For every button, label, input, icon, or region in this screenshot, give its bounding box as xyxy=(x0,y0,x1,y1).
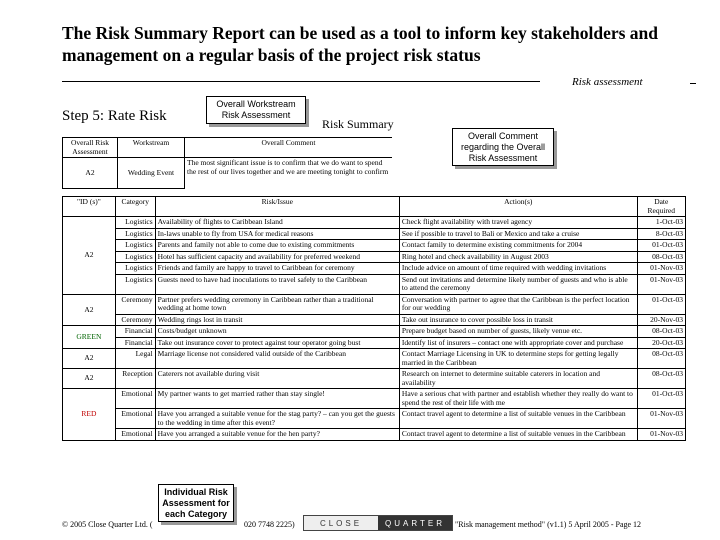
row-action: Contact travel agent to determine a list of suitable venues in the Caribbean xyxy=(399,409,637,429)
row-date: 01-Oct-03 xyxy=(637,294,685,314)
table-row xyxy=(63,429,686,441)
row-action: Identify list of insurers – contact one with appropriate cover and purchase xyxy=(399,337,637,349)
table-row xyxy=(63,251,686,263)
row-risk: Availability of flights to Caribbean Island xyxy=(155,217,399,229)
table-row xyxy=(63,274,686,294)
row-category: Emotional xyxy=(115,409,155,429)
table-row xyxy=(63,337,686,349)
summary-header-workstream: Workstream xyxy=(118,138,185,158)
row-action: Check flight availability with travel agency xyxy=(399,217,637,229)
detail-body xyxy=(63,217,686,441)
table-row xyxy=(63,409,686,429)
summary-rating: A2 xyxy=(63,158,118,189)
detail-table xyxy=(62,196,686,441)
summary-comment: The most significant issue is to confirm that we do want to spend the rest of our lives together and we are meeting tonight to confirm xyxy=(185,158,393,189)
summary-header-rating: Overall Risk Assessment xyxy=(63,138,118,158)
title-rule xyxy=(62,81,540,82)
footer-page: "Risk management method" (v1.1) 5 April 2005 - Page 12 xyxy=(455,520,642,529)
row-action: Research on internet to determine suitable caterers in location and availability xyxy=(399,369,637,389)
detail-header-date: Date Required xyxy=(637,197,685,217)
table-row xyxy=(63,217,686,229)
row-category: Emotional xyxy=(115,429,155,441)
row-action: Conversation with partner to agree that the Caribbean is the perfect location for our wedding xyxy=(399,294,637,314)
logo-left: CLOSE xyxy=(304,516,378,530)
row-action: Have a serious chat with partner and establish whether they really do want to spend the rest of their life with me xyxy=(399,389,637,409)
workstream-callout: Overall Workstream Risk Assessment xyxy=(206,96,306,124)
row-risk: Have you arranged a suitable venue for the hen party? xyxy=(155,429,399,441)
comment-callout: Overall Comment regarding the Overall Risk Assessment xyxy=(452,128,554,166)
row-action: Include advice on amount of time required with wedding invitations xyxy=(399,263,637,275)
row-risk: Take out insurance cover to protect against tour operator going bust xyxy=(155,337,399,349)
summary-header-comment: Overall Comment xyxy=(185,138,393,158)
row-date: 20-Nov-03 xyxy=(637,314,685,326)
table-row xyxy=(63,228,686,240)
row-category: Ceremony xyxy=(115,314,155,326)
table-row xyxy=(63,314,686,326)
risk-rating: A2 xyxy=(63,217,116,295)
row-date: 01-Nov-03 xyxy=(637,409,685,429)
table-row xyxy=(63,389,686,409)
row-risk: Guests need to have had inoculations to travel safely to the Caribbean xyxy=(155,274,399,294)
row-risk: Wedding rings lost in transit xyxy=(155,314,399,326)
row-category: Financial xyxy=(115,337,155,349)
table-row xyxy=(63,263,686,275)
row-action: Send out invitations and determine likely number of guests and who is able to attend the ceremony xyxy=(399,274,637,294)
row-risk: In-laws unable to fly from USA for medical reasons xyxy=(155,228,399,240)
row-risk: Partner prefers wedding ceremony in Caribbean rather than a traditional wedding at home town xyxy=(155,294,399,314)
row-category: Ceremony xyxy=(115,294,155,314)
row-risk: Hotel has sufficient capacity and availability for preferred weekend xyxy=(155,251,399,263)
row-risk: My partner wants to get married rather than stay single! xyxy=(155,389,399,409)
risk-rating: A2 xyxy=(63,349,116,369)
row-risk: Friends and family are happy to travel to Caribbean for ceremony xyxy=(155,263,399,275)
row-risk: Marriage license not considered valid outside of the Caribbean xyxy=(155,349,399,369)
detail-header-risk: Risk/Issue xyxy=(155,197,399,217)
risk-summary-label: Risk Summary xyxy=(322,117,394,131)
row-category: Logistics xyxy=(115,274,155,294)
row-category: Logistics xyxy=(115,228,155,240)
table-row xyxy=(63,240,686,252)
row-date: 01-Oct-03 xyxy=(637,240,685,252)
row-action: See if possible to travel to Bali or Mexico and take a cruise xyxy=(399,228,637,240)
summary-table xyxy=(62,137,392,189)
table-row xyxy=(63,369,686,389)
risk-rating: A2 xyxy=(63,294,116,326)
row-category: Financial xyxy=(115,326,155,338)
summary-header-row xyxy=(63,138,393,158)
row-date: 01-Oct-03 xyxy=(637,389,685,409)
detail-header-action: Action(s) xyxy=(399,197,637,217)
row-risk: Parents and family not able to come due to existing commitments xyxy=(155,240,399,252)
row-category: Logistics xyxy=(115,263,155,275)
row-category: Legal xyxy=(115,349,155,369)
table-row xyxy=(63,326,686,338)
row-date: 08-Oct-03 xyxy=(637,369,685,389)
logo-right: QUARTER xyxy=(378,516,452,530)
summary-row xyxy=(63,158,393,189)
row-category: Emotional xyxy=(115,389,155,409)
row-category: Reception xyxy=(115,369,155,389)
row-date: 08-Oct-03 xyxy=(637,326,685,338)
row-risk: Have you arranged a suitable venue for the stag party? – can you get the guests to the wedding in time after this event? xyxy=(155,409,399,429)
row-date: 1-Oct-03 xyxy=(637,217,685,229)
row-date: 01-Nov-03 xyxy=(637,274,685,294)
row-category: Logistics xyxy=(115,217,155,229)
row-risk: Costs/budget unknown xyxy=(155,326,399,338)
row-action: Contact family to determine existing commitments for 2004 xyxy=(399,240,637,252)
footer-phone: 020 7748 2225) xyxy=(244,520,295,529)
risk-rating: GREEN xyxy=(63,326,116,349)
section-dash xyxy=(690,83,696,84)
step-label: Step 5: Rate Risk xyxy=(62,108,167,124)
row-date: 01-Nov-03 xyxy=(637,429,685,441)
row-risk: Caterers not available during visit xyxy=(155,369,399,389)
detail-header-row xyxy=(63,197,686,217)
individual-callout: Individual Risk Assessment for each Category xyxy=(158,484,234,522)
row-action: Prepare budget based on number of guests, likely venue etc. xyxy=(399,326,637,338)
row-action: Ring hotel and check availability in August 2003 xyxy=(399,251,637,263)
risk-rating: A2 xyxy=(63,369,116,389)
row-date: 01-Nov-03 xyxy=(637,263,685,275)
row-action: Contact travel agent to determine a list of suitable venues in the Caribbean xyxy=(399,429,637,441)
footer-copyright: © 2005 Close Quarter Ltd. ( xyxy=(62,520,153,529)
row-category: Logistics xyxy=(115,251,155,263)
section-label: Risk assessment xyxy=(572,76,643,88)
row-date: 8-Oct-03 xyxy=(637,228,685,240)
detail-header-id: "ID (s)" xyxy=(63,197,116,217)
close-quarter-logo xyxy=(303,515,453,531)
table-row xyxy=(63,294,686,314)
summary-workstream: Wedding Event xyxy=(118,158,185,189)
row-action: Contact Marriage Licensing in UK to determine steps for getting legally married in the Caribbean xyxy=(399,349,637,369)
page-title: The Risk Summary Report can be used as a tool to inform key stakeholders and management on a regular basis of the project risk status xyxy=(62,23,658,65)
row-category: Logistics xyxy=(115,240,155,252)
row-date: 20-Oct-03 xyxy=(637,337,685,349)
row-action: Take out insurance to cover possible loss in transit xyxy=(399,314,637,326)
row-date: 08-Oct-03 xyxy=(637,349,685,369)
row-date: 08-Oct-03 xyxy=(637,251,685,263)
detail-header-category: Category xyxy=(115,197,155,217)
table-row xyxy=(63,349,686,369)
risk-rating: RED xyxy=(63,389,116,441)
